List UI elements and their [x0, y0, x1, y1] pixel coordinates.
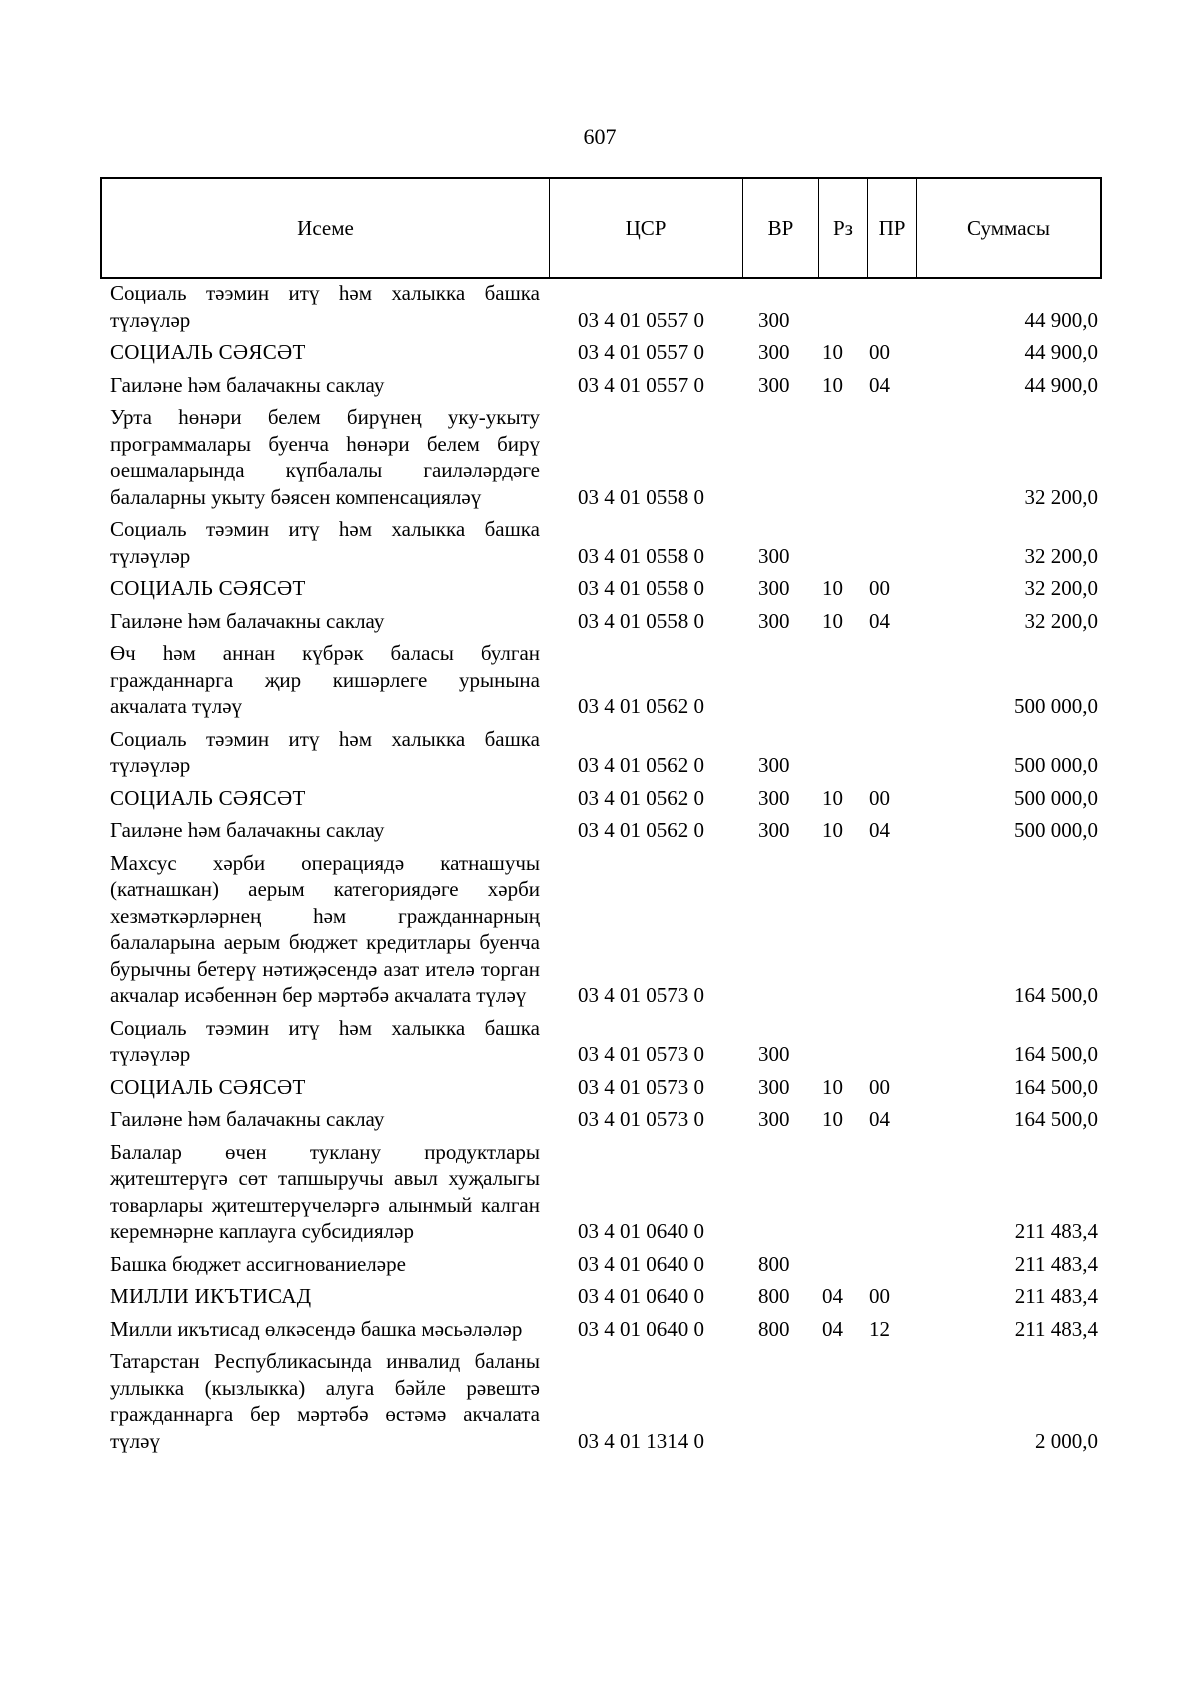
- row-vr: 800: [758, 1251, 790, 1276]
- row-csr: 03 4 01 0640 0: [578, 1316, 704, 1341]
- row-csr: 03 4 01 0573 0: [578, 1107, 704, 1131]
- row-vr: 300: [758, 543, 790, 568]
- row-sum: 32 200,0: [1024, 576, 1098, 600]
- row-csr: 03 4 01 0573 0: [578, 1042, 704, 1066]
- row-csr: 03 4 01 0558 0: [578, 576, 704, 600]
- header-rz: Рз: [819, 179, 868, 277]
- table-row: [110, 640, 1102, 720]
- row-name: Гаиләне һәм балачакны саклау: [110, 608, 385, 633]
- table-row: [110, 575, 1102, 602]
- row-sum: 211 483,4: [1014, 1284, 1098, 1308]
- row-csr: 03 4 01 0557 0: [578, 372, 704, 397]
- row-vr: 300: [758, 1042, 790, 1066]
- table-row: [110, 1106, 1102, 1133]
- row-name: Гаиләне һәм балачакны саклау: [110, 372, 385, 397]
- table-row: [110, 1015, 1102, 1068]
- row-name: Социаль тәэмин итү һәм халыкка башка түләүләр: [110, 1015, 540, 1066]
- row-vr: 300: [758, 753, 790, 777]
- row-rz: 10: [822, 576, 843, 600]
- row-vr: 300: [758, 785, 790, 810]
- row-csr: 03 4 01 0573 0: [578, 983, 704, 1007]
- row-name: Махсус хәрби операциядә катнашучы (катнашкан) аерым категориядәге хәрби хезмәткәрләрнең һәм гражданнарның балаларына аерым бюджет кредитлары буенча бурычны бетерү нәтиҗәсендә азат ителә торган акчалар исәбеннән бер мәртәбә акчалата түләү: [110, 850, 540, 1007]
- table-row: [110, 850, 1102, 1009]
- table-body: [110, 280, 1102, 1460]
- row-vr: 300: [758, 608, 790, 633]
- row-pr: 00: [869, 1284, 890, 1308]
- row-vr: 300: [758, 576, 790, 600]
- row-sum: 32 200,0: [1024, 608, 1098, 633]
- table-row: [110, 516, 1102, 569]
- row-rz: 10: [822, 1107, 843, 1131]
- row-rz: 10: [822, 608, 843, 633]
- row-pr: 04: [869, 608, 890, 633]
- table-row: [110, 1283, 1102, 1310]
- table-row: [110, 785, 1102, 812]
- row-sum: 500 000,0: [1014, 785, 1098, 810]
- header-vr: ВР: [743, 179, 819, 277]
- row-name: Балалар өчен туклану продуктлары җитештерүгә сөт тапшыручы авыл хуҗалыгы товарлары җитештерүчеләргә алынмый калган керемнәрне каплауга субсидияләр: [110, 1139, 540, 1243]
- row-rz: 10: [822, 785, 843, 810]
- row-name: Социаль тәэмин итү һәм халыкка башка түләүләр: [110, 281, 540, 332]
- row-name: СОЦИАЛЬ СӘЯСӘТ: [110, 340, 306, 364]
- row-pr: 00: [869, 1074, 890, 1099]
- table-row: [110, 1074, 1102, 1101]
- row-vr: 300: [758, 1074, 790, 1099]
- row-rz: 04: [822, 1316, 843, 1341]
- table-row: [110, 404, 1102, 510]
- row-sum: 164 500,0: [1014, 1042, 1098, 1066]
- header-pr: ПР: [868, 179, 917, 277]
- row-sum: 500 000,0: [1014, 694, 1098, 718]
- table-row: [110, 817, 1102, 844]
- row-pr: 00: [869, 785, 890, 810]
- table-row: [110, 608, 1102, 635]
- row-sum: 211 483,4: [1014, 1251, 1098, 1276]
- row-sum: 500 000,0: [1014, 753, 1098, 777]
- row-csr: 03 4 01 0562 0: [578, 818, 704, 842]
- row-sum: 211 483,4: [1014, 1316, 1098, 1341]
- page-number: 607: [583, 124, 617, 149]
- row-csr: 03 4 01 0562 0: [578, 785, 704, 810]
- row-pr: 04: [869, 1107, 890, 1131]
- row-csr: 03 4 01 0640 0: [578, 1219, 704, 1243]
- row-sum: 164 500,0: [1014, 983, 1098, 1007]
- row-csr: 03 4 01 0558 0: [578, 484, 704, 509]
- row-sum: 44 900,0: [1024, 340, 1098, 364]
- row-csr: 03 4 01 0640 0: [578, 1251, 704, 1276]
- row-name: Социаль тәэмин итү һәм халыкка башка түләүләр: [110, 726, 540, 777]
- row-name: Урта һөнәри белем бирүнең уку-укыту программалары буенча һөнәри белем бирү оешмаларында күпбалалы гаиләләрдәге балаларны укыту бәясен компенсацияләү: [110, 405, 540, 509]
- row-sum: 44 900,0: [1024, 307, 1098, 332]
- row-csr: 03 4 01 1314 0: [578, 1428, 704, 1453]
- table-row: [110, 372, 1102, 399]
- header-csr: ЦСР: [550, 179, 743, 277]
- row-sum: 44 900,0: [1024, 372, 1098, 397]
- row-rz: 10: [822, 1074, 843, 1099]
- row-csr: 03 4 01 0562 0: [578, 753, 704, 777]
- row-rz: 10: [822, 372, 843, 397]
- row-name: Гаиләне һәм балачакны саклау: [110, 818, 385, 842]
- row-csr: 03 4 01 0557 0: [578, 307, 704, 332]
- row-sum: 164 500,0: [1014, 1107, 1098, 1131]
- row-rz: 10: [822, 818, 843, 842]
- row-pr: 00: [869, 340, 890, 364]
- row-name: СОЦИАЛЬ СӘЯСӘТ: [110, 576, 306, 600]
- row-vr: 300: [758, 1107, 790, 1131]
- row-csr: 03 4 01 0573 0: [578, 1074, 704, 1099]
- row-vr: 300: [758, 340, 790, 364]
- table-row: [110, 1316, 1102, 1343]
- header-name: Исеме: [102, 179, 550, 277]
- row-sum: 32 200,0: [1024, 543, 1098, 568]
- row-pr: 04: [869, 372, 890, 397]
- row-name: МИЛЛИ ИКЪТИСАД: [110, 1284, 312, 1308]
- table-row: [110, 339, 1102, 366]
- row-csr: 03 4 01 0562 0: [578, 694, 704, 718]
- row-name: Башка бюджет ассигнованиеләре: [110, 1251, 406, 1276]
- row-csr: 03 4 01 0558 0: [578, 608, 704, 633]
- row-name: СОЦИАЛЬ СӘЯСӘТ: [110, 1074, 306, 1099]
- row-rz: 04: [822, 1284, 843, 1308]
- row-name: Гаиләне һәм балачакны саклау: [110, 1107, 385, 1131]
- row-vr: 300: [758, 818, 790, 842]
- table-header: [100, 177, 1102, 279]
- row-csr: 03 4 01 0557 0: [578, 340, 704, 364]
- row-vr: 300: [758, 307, 790, 332]
- row-pr: 12: [869, 1316, 890, 1341]
- row-sum: 2 000,0: [1035, 1428, 1098, 1453]
- row-sum: 211 483,4: [1014, 1219, 1098, 1243]
- table-row: [110, 280, 1102, 333]
- table-row: [110, 1139, 1102, 1245]
- row-name: Милли икътисад өлкәсендә башка мәсьәләләр: [110, 1316, 523, 1341]
- row-sum: 500 000,0: [1014, 818, 1098, 842]
- row-name: Өч һәм аннан күбрәк баласы булган гражданнарга җир кишәрлеге урынына акчалата түләү: [110, 641, 540, 718]
- row-csr: 03 4 01 0558 0: [578, 543, 704, 568]
- row-name: Татарстан Республикасында инвалид баланы уллыкка (кызлыкка) алуга бәйле рәвештә гражданнарга бер мәртәбә өстәмә акчалата түләү: [110, 1349, 540, 1453]
- row-vr: 300: [758, 372, 790, 397]
- row-vr: 800: [758, 1284, 790, 1308]
- row-name: Социаль тәэмин итү һәм халыкка башка түләүләр: [110, 517, 540, 568]
- row-rz: 10: [822, 340, 843, 364]
- table-row: [110, 726, 1102, 779]
- row-sum: 164 500,0: [1014, 1074, 1098, 1099]
- table-row: [110, 1348, 1102, 1454]
- row-name: СОЦИАЛЬ СӘЯСӘТ: [110, 785, 306, 810]
- table-row: [110, 1251, 1102, 1278]
- row-pr: 04: [869, 818, 890, 842]
- row-csr: 03 4 01 0640 0: [578, 1284, 704, 1308]
- header-sum: Суммасы: [967, 215, 1050, 240]
- row-sum: 32 200,0: [1024, 484, 1098, 509]
- row-vr: 800: [758, 1316, 790, 1341]
- row-pr: 00: [869, 576, 890, 600]
